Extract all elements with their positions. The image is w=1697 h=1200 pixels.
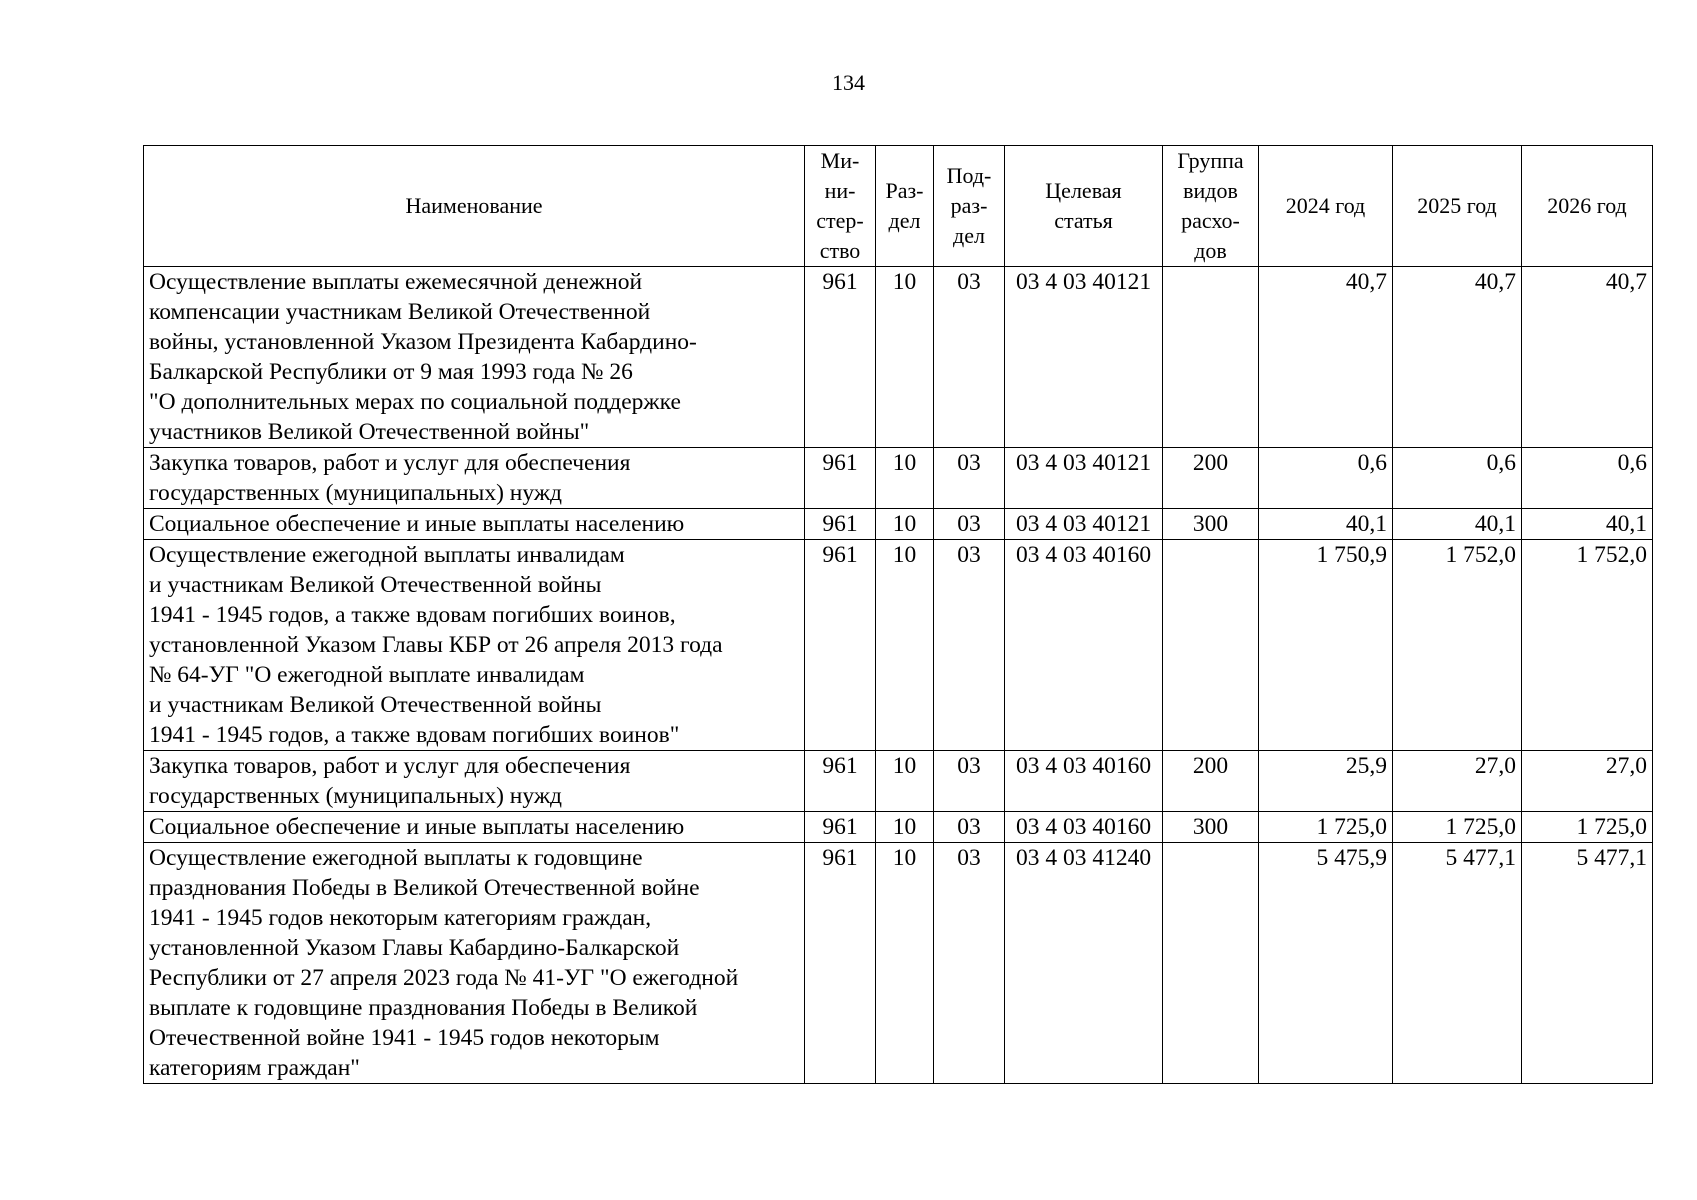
header-expense-group: Группа видов расхо- дов <box>1163 146 1259 267</box>
row-section: 10 <box>876 751 934 812</box>
header-year-2025: 2025 год <box>1393 146 1522 267</box>
table-row <box>144 540 1653 751</box>
table-row <box>144 843 1653 1084</box>
row-year-2026: 1 725,0 <box>1522 812 1653 843</box>
row-section: 10 <box>876 843 934 1084</box>
row-year-2024: 1 725,0 <box>1259 812 1393 843</box>
row-target-article: 03 4 03 40160 <box>1005 540 1163 751</box>
header-subsection: Под- раз- дел <box>934 146 1005 267</box>
row-subsection: 03 <box>934 751 1005 812</box>
row-expense-group <box>1163 540 1259 751</box>
row-name: Социальное обеспечение и иные выплаты населению <box>144 509 805 540</box>
row-target-article: 03 4 03 40160 <box>1005 751 1163 812</box>
row-expense-group <box>1163 843 1259 1084</box>
header-name: Наименование <box>144 146 805 267</box>
row-year-2025: 40,1 <box>1393 509 1522 540</box>
row-ministry: 961 <box>805 843 876 1084</box>
row-year-2025: 5 477,1 <box>1393 843 1522 1084</box>
row-year-2025: 27,0 <box>1393 751 1522 812</box>
row-expense-group: 300 <box>1163 509 1259 540</box>
row-section: 10 <box>876 448 934 509</box>
row-year-2024: 25,9 <box>1259 751 1393 812</box>
row-name: Социальное обеспечение и иные выплаты населению <box>144 812 805 843</box>
row-year-2025: 0,6 <box>1393 448 1522 509</box>
row-subsection: 03 <box>934 843 1005 1084</box>
row-subsection: 03 <box>934 267 1005 448</box>
row-year-2026: 40,7 <box>1522 267 1653 448</box>
row-target-article: 03 4 03 40160 <box>1005 812 1163 843</box>
header-year-2026: 2026 год <box>1522 146 1653 267</box>
table-header-row <box>144 146 1653 267</box>
row-ministry: 961 <box>805 751 876 812</box>
row-ministry: 961 <box>805 812 876 843</box>
row-ministry: 961 <box>805 509 876 540</box>
row-target-article: 03 4 03 41240 <box>1005 843 1163 1084</box>
row-name: Закупка товаров, работ и услуг для обеспечения государственных (муниципальных) нужд <box>144 448 805 509</box>
row-target-article: 03 4 03 40121 <box>1005 267 1163 448</box>
row-year-2024: 40,7 <box>1259 267 1393 448</box>
table-row <box>144 448 1653 509</box>
table-row <box>144 812 1653 843</box>
row-year-2026: 27,0 <box>1522 751 1653 812</box>
table-row <box>144 751 1653 812</box>
row-year-2024: 0,6 <box>1259 448 1393 509</box>
row-year-2026: 0,6 <box>1522 448 1653 509</box>
header-year-2024: 2024 год <box>1259 146 1393 267</box>
row-ministry: 961 <box>805 448 876 509</box>
row-ministry: 961 <box>805 540 876 751</box>
row-year-2025: 1 752,0 <box>1393 540 1522 751</box>
row-target-article: 03 4 03 40121 <box>1005 509 1163 540</box>
header-ministry: Ми- ни- стер- ство <box>805 146 876 267</box>
row-subsection: 03 <box>934 509 1005 540</box>
row-year-2025: 1 725,0 <box>1393 812 1522 843</box>
row-subsection: 03 <box>934 812 1005 843</box>
row-name: Осуществление выплаты ежемесячной денежной компенсации участникам Великой Отечественной войны, установленной Указом Президента Кабардино- Балкарской Республики от 9 мая 1993 года № 26 "О дополнительных мерах по социальной поддержке участников Великой Отечественной войны" <box>144 267 805 448</box>
row-year-2026: 1 752,0 <box>1522 540 1653 751</box>
row-year-2026: 5 477,1 <box>1522 843 1653 1084</box>
row-target-article: 03 4 03 40121 <box>1005 448 1163 509</box>
row-year-2025: 40,7 <box>1393 267 1522 448</box>
row-year-2024: 1 750,9 <box>1259 540 1393 751</box>
row-subsection: 03 <box>934 448 1005 509</box>
row-section: 10 <box>876 267 934 448</box>
row-year-2024: 5 475,9 <box>1259 843 1393 1084</box>
row-name: Осуществление ежегодной выплаты инвалидам и участникам Великой Отечественной войны 1941 - 1945 годов, а также вдовам погибших воинов, установленной Указом Главы КБР от 26 апреля 2013 года № 64-УГ "О ежегодной выплате инвалидам и участникам Великой Отечественной войны 1941 - 1945 годов, а также вдовам погибших воинов" <box>144 540 805 751</box>
row-section: 10 <box>876 812 934 843</box>
table-row <box>144 509 1653 540</box>
row-expense-group: 200 <box>1163 448 1259 509</box>
row-section: 10 <box>876 509 934 540</box>
budget-table <box>143 145 1653 1084</box>
header-target-article: Целевая статья <box>1005 146 1163 267</box>
table-row <box>144 267 1653 448</box>
row-name: Закупка товаров, работ и услуг для обеспечения государственных (муниципальных) нужд <box>144 751 805 812</box>
row-ministry: 961 <box>805 267 876 448</box>
row-name: Осуществление ежегодной выплаты к годовщине празднования Победы в Великой Отечественной войне 1941 - 1945 годов некоторым категориям граждан, установленной Указом Главы Кабардино-Балкарской Республики от 27 апреля 2023 года № 41-УГ "О ежегодной выплате к годовщине празднования Победы в Великой Отечественной войне 1941 - 1945 годов некоторым категориям граждан" <box>144 843 805 1084</box>
row-year-2024: 40,1 <box>1259 509 1393 540</box>
row-year-2026: 40,1 <box>1522 509 1653 540</box>
row-section: 10 <box>876 540 934 751</box>
header-section: Раз- дел <box>876 146 934 267</box>
row-expense-group <box>1163 267 1259 448</box>
row-subsection: 03 <box>934 540 1005 751</box>
row-expense-group: 200 <box>1163 751 1259 812</box>
page-number: 134 <box>832 70 865 95</box>
row-expense-group: 300 <box>1163 812 1259 843</box>
